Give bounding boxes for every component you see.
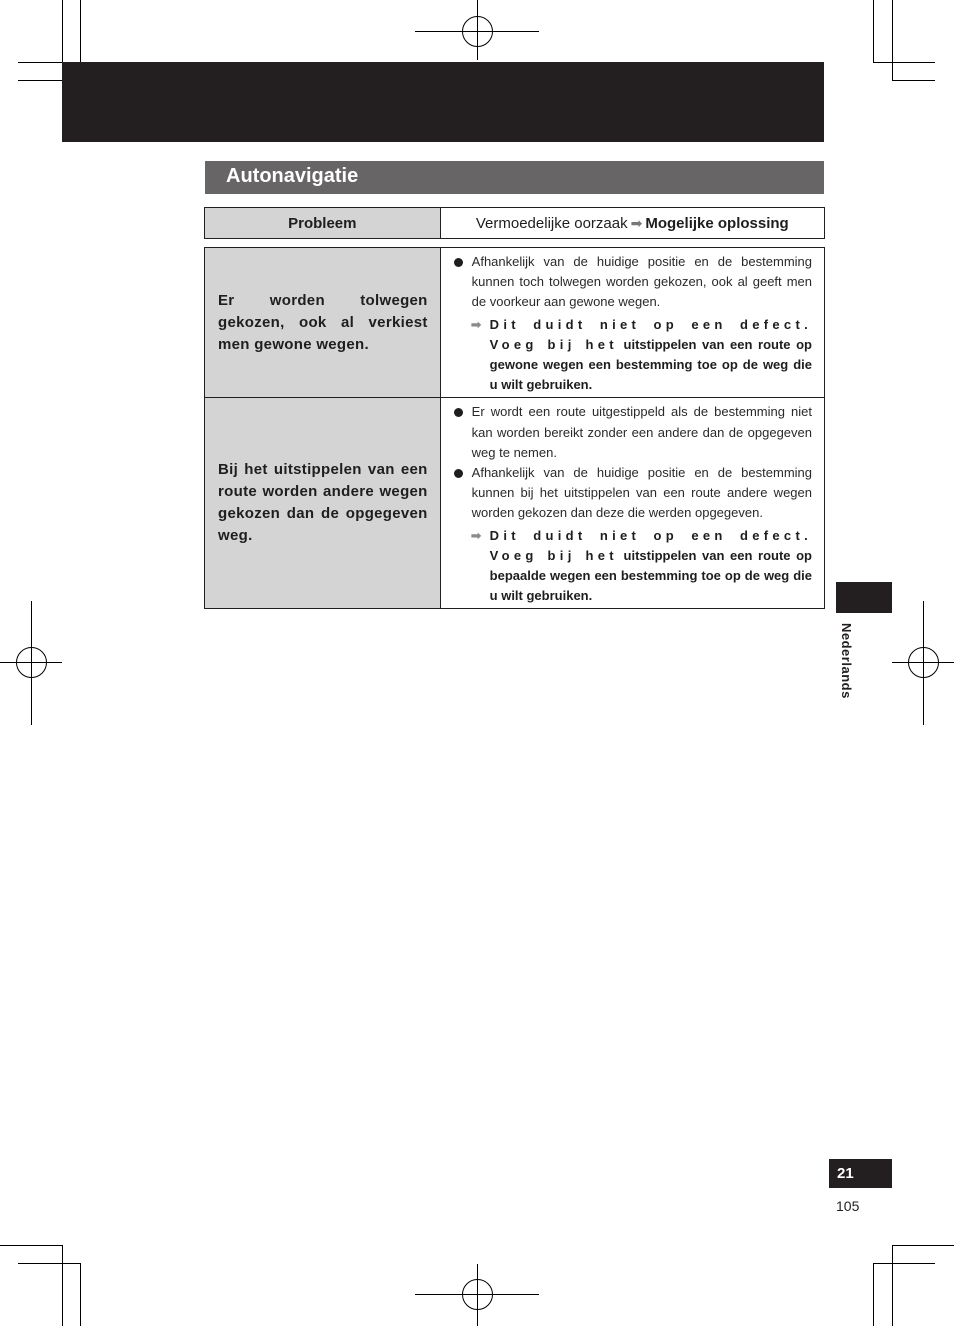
cause-bullet: Afhankelijk van de huidige positie en de bestemming kunnen toch tolwegen worden gekozen, ook al geeft men de voorkeur aan gewone wegen.	[453, 252, 812, 313]
cause-bullet: Er wordt een route uitgestippeld als de bestemming niet kan worden bereikt zonder een andere dan de opgegeven weg te nemen.	[453, 402, 812, 463]
table-row	[205, 248, 825, 398]
bullet-icon	[454, 408, 463, 417]
solution-text: ➡ Dit duidt niet op een defect. Voeg bij het uitstippelen van een route op gewone wegen een bestemming toe op de weg die u wilt gebruiken.	[470, 316, 812, 393]
troubleshooting-table	[204, 247, 825, 609]
problem-cell: Er worden tolwegen gekozen, ook al verkiest men gewone wegen.	[205, 248, 441, 398]
section-title: Autonavigatie	[205, 161, 824, 194]
header-cause-solution	[440, 208, 824, 239]
language-label: Nederlands	[839, 623, 854, 699]
top-banner	[62, 62, 824, 142]
table-row	[205, 398, 825, 609]
arrow-right-icon: ➡	[630, 214, 643, 231]
problem-cell: Bij het uitstippelen van een route worden andere wegen gekozen dan de opgegeven weg.	[205, 398, 441, 609]
solution-text: ➡ Dit duidt niet op een defect. Voeg bij het uitstippelen van een route op bepaalde wegen een bestemming toe op de weg die u wilt gebruiken.	[470, 527, 812, 604]
arrow-right-icon: ➡	[470, 316, 482, 332]
bullet-icon	[454, 469, 463, 478]
header-solution: Mogelijke oplossing	[645, 214, 789, 232]
arrow-right-icon: ➡	[470, 527, 482, 543]
solution-cell	[440, 248, 824, 398]
bullet-icon	[454, 258, 463, 267]
page-number: 105	[836, 1198, 860, 1214]
table-header	[204, 207, 825, 239]
header-problem: Probleem	[205, 208, 441, 239]
cause-bullet: Afhankelijk van de huidige positie en de bestemming kunnen bij het uitstippelen van een route andere wegen worden gekozen dan deze die werden opgegeven.	[453, 463, 812, 524]
chapter-tab	[836, 582, 892, 613]
solution-cell	[440, 398, 824, 609]
header-cause: Vermoedelijke oorzaak	[475, 214, 628, 232]
chapter-number: 21	[829, 1159, 892, 1188]
